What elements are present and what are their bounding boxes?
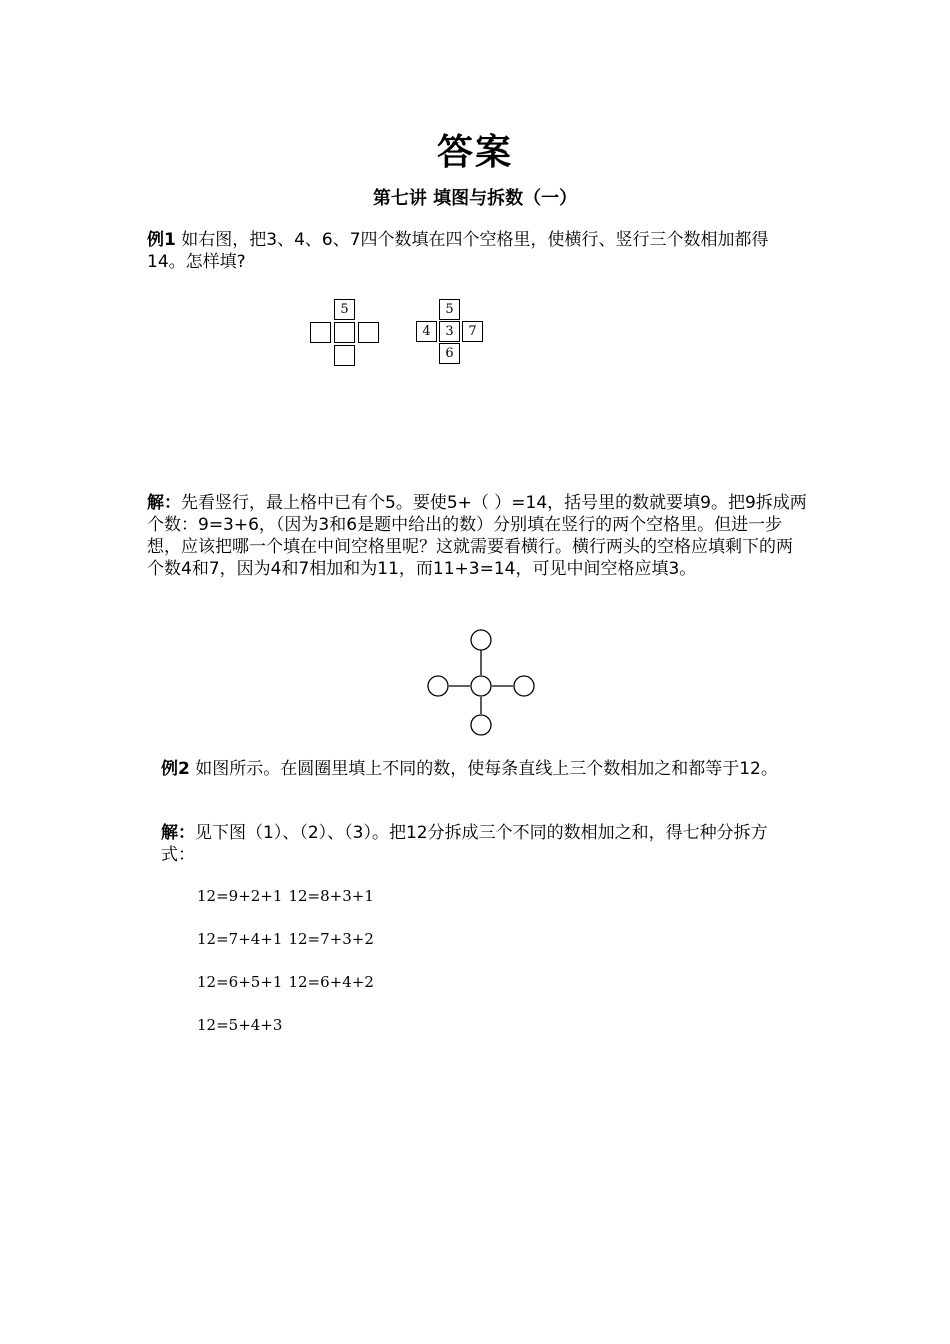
solution-2-paragraph bbox=[161, 822, 801, 866]
solution-2-label: 解： bbox=[161, 823, 195, 843]
example-2-text: 如图所示。在圆圈里填上不同的数，使每条直线上三个数相加之和都等于12。 bbox=[189, 759, 778, 779]
circle-left bbox=[428, 676, 448, 696]
equation-row bbox=[197, 930, 380, 948]
equation: 12=6+4+2 bbox=[288, 973, 374, 991]
solution-1-label: 解： bbox=[147, 493, 181, 513]
circle-bottom bbox=[471, 715, 491, 735]
circle-cross-diagram bbox=[426, 628, 538, 738]
lesson-title: 第七讲 填图与拆数（一） bbox=[372, 188, 578, 209]
circle-right bbox=[514, 676, 534, 696]
solution-1-paragraph bbox=[147, 492, 807, 580]
answer-cell-bottom: 6 bbox=[439, 343, 460, 364]
equation-row bbox=[197, 1016, 288, 1034]
grid-cell-left bbox=[310, 322, 331, 343]
example-1-label: 例1 bbox=[147, 230, 176, 250]
solution-1-text: 先看竖行，最上格中已有个5。要使5+（ ）=14，括号里的数就要填9。把9拆成两个数：9=3+6，（因为3和6是题中给出的数）分别填在竖行的两个空格里。但进一步想，应该把哪一个填在中间空格里呢？这就需要看横行。横行两头的空格应填剩下的两个数4和7，因为4和7相加和为11，而11+3=14，可见中间空格应填3。 bbox=[147, 493, 807, 579]
solution-2-text: 见下图（1）、（2）、（3）。把12分拆成三个不同的数相加之和，得七种分拆方式： bbox=[161, 823, 768, 865]
example-1-text: 如右图，把3、4、6、7四个数填在四个空格里，使横行、竖行三个数相加都得14。怎样填? bbox=[147, 230, 769, 272]
answer-cross-grid bbox=[416, 299, 486, 367]
circle-top bbox=[471, 630, 491, 650]
answer-cell-top: 5 bbox=[439, 299, 460, 320]
grid-cell-bottom bbox=[334, 345, 355, 366]
answer-cell-right: 7 bbox=[462, 321, 483, 342]
equation: 12=8+3+1 bbox=[288, 887, 374, 905]
equation: 12=6+5+1 bbox=[197, 973, 283, 991]
answer-cell-center: 3 bbox=[439, 321, 460, 342]
equation: 12=9+2+1 bbox=[197, 887, 283, 905]
answer-cell-left: 4 bbox=[416, 321, 437, 342]
example-2-label: 例2 bbox=[161, 759, 190, 779]
example-2-paragraph bbox=[161, 758, 801, 780]
page-title: 答案 bbox=[436, 132, 513, 173]
equation-row bbox=[197, 887, 380, 905]
grid-cell-top: 5 bbox=[334, 299, 355, 320]
equation-row bbox=[197, 973, 380, 991]
empty-cross-grid bbox=[310, 299, 380, 367]
equation: 12=5+4+3 bbox=[197, 1016, 283, 1034]
equation: 12=7+3+2 bbox=[288, 930, 374, 948]
grid-cell-right bbox=[358, 322, 379, 343]
grid-cell-center bbox=[334, 322, 355, 343]
example-1-paragraph bbox=[147, 229, 807, 273]
circle-center bbox=[471, 676, 491, 696]
equation: 12=7+4+1 bbox=[197, 930, 283, 948]
